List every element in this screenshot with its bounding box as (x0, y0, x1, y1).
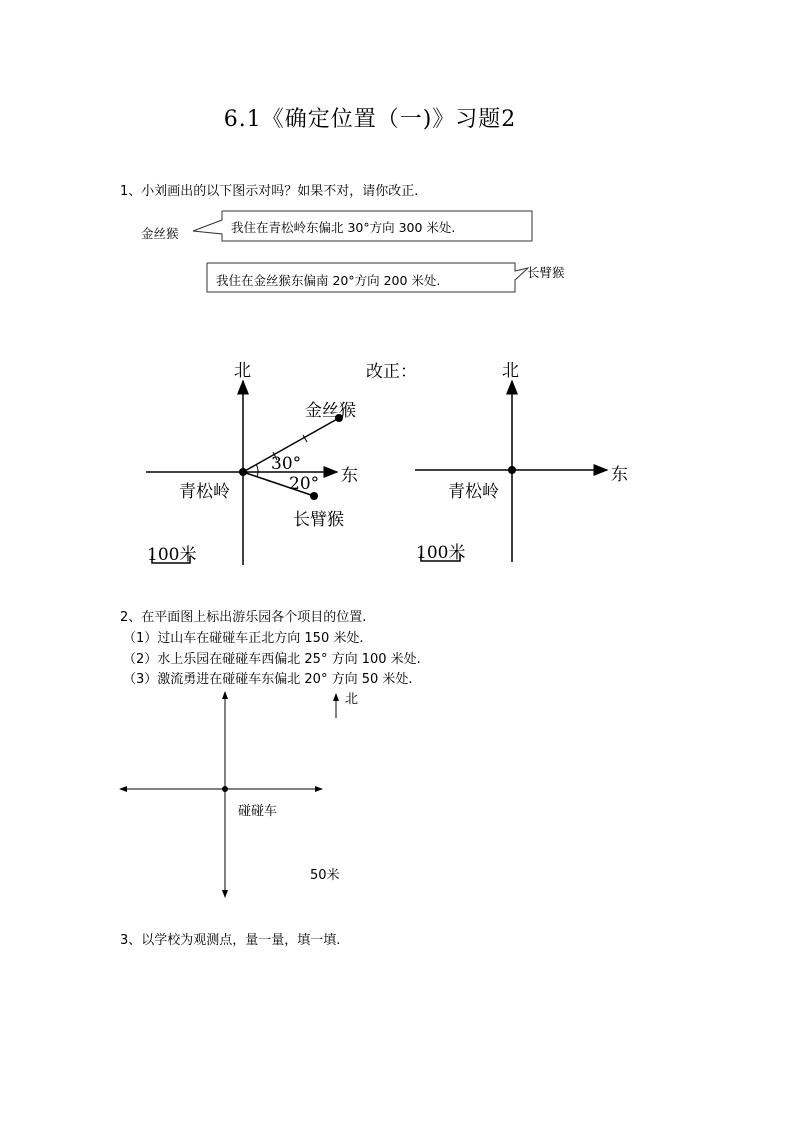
north-label: 北 (502, 361, 519, 381)
question-3-prompt: 3、以学校为观测点，量一量，填一填. (120, 933, 341, 948)
question-2-item-2: （2）水上乐园在碰碰车西偏北 25° 方向 100 米处. (123, 652, 421, 667)
east-label: 东 (611, 465, 628, 485)
golden-monkey-label: 金丝猴 (305, 401, 356, 421)
north-label: 北 (234, 361, 251, 381)
scale-label: 50米 (310, 868, 340, 883)
page-title: 6.1《确定位置（一)》习题2 (223, 107, 517, 132)
monkey1-speech: 我住在青松岭东偏北 30°方向 300 米处. (231, 220, 456, 235)
correction-label: 改正： (366, 362, 417, 382)
monkey2-speech: 我住在金丝猴东偏南 20°方向 200 米处. (216, 273, 441, 288)
scale-label: 100米 (416, 543, 466, 563)
scale-label: 100米 (147, 545, 197, 565)
angle-20-label: 20° (289, 474, 320, 494)
monkey1-name-label: 金丝猴 (141, 226, 179, 241)
question-1-prompt: 1、小刘画出的以下图示对吗？如果不对，请你改正. (120, 184, 419, 199)
gibbon-label: 长臂猴 (293, 510, 344, 530)
origin-label: 碰碰车 (238, 804, 278, 819)
monkey2-name-label: 长臂猴 (527, 265, 565, 280)
origin-label: 青松岭 (448, 482, 499, 502)
origin-dot (222, 786, 228, 792)
question-2-item-3: （3）激流勇进在碰碰车东偏北 20° 方向 50 米处. (123, 672, 413, 687)
question-2-item-1: （1）过山车在碰碰车正北方向 150 米处. (123, 631, 364, 646)
east-label: 东 (341, 466, 358, 486)
north-label: 北 (345, 692, 359, 707)
angle-30-label: 30° (271, 454, 302, 474)
origin-label: 青松岭 (179, 482, 230, 502)
question-2-prompt: 2、在平面图上标出游乐园各个项目的位置. (120, 610, 367, 625)
